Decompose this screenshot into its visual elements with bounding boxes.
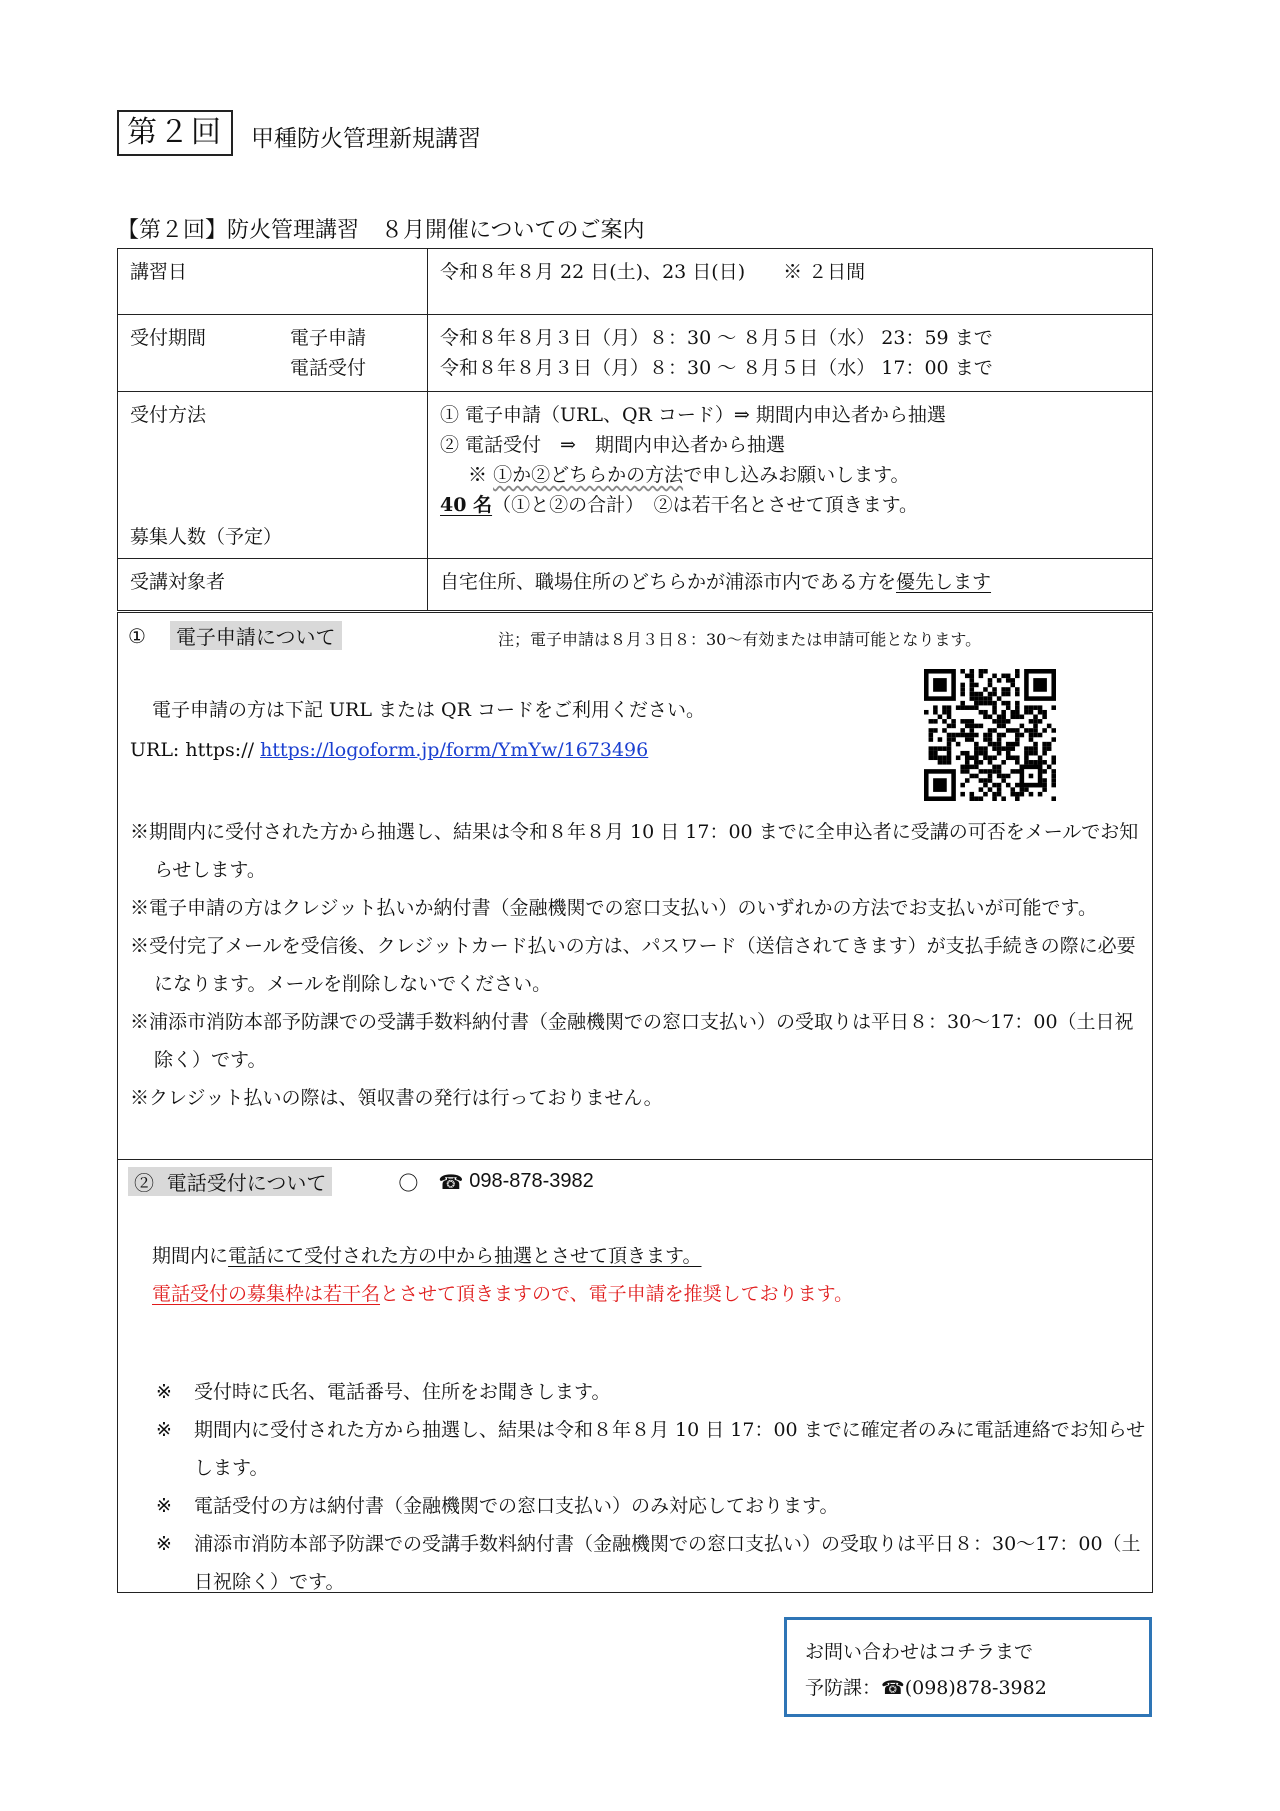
target-priority: 優先します: [896, 571, 992, 593]
electronic-notes: [130, 813, 1140, 1117]
phone-number: 098-878-3982: [469, 1170, 594, 1192]
capacity-value: 40 名（①と②の合計） ②は若干名とさせて頂きます。: [440, 494, 919, 516]
electronic-note-item: ※クレジット払いの際は、領収書の発行は行っておりません。: [130, 1087, 663, 1109]
electronic-section-header: [128, 621, 342, 650]
method-capacity-labels: [118, 392, 428, 559]
contact-box: [784, 1617, 1152, 1717]
phone-section-title-box: [128, 1167, 332, 1196]
electronic-note-item: ※受付完了メールを受信後、クレジットカード払いの方は、パスワード（送信されてきます）が支払手続きの際に必要になります。メールを削除しないでください。: [130, 935, 1136, 995]
electronic-note-item: ※浦添市消防本部予防課での受講手数料納付書（金融機関での窓口支払い）の受取りは平日８：30〜17：00（土日祝除く）です。: [130, 1011, 1134, 1071]
course-date-label: 講習日: [118, 249, 428, 315]
electronic-period: 令和８年８月３日（月）８：30 〜 ８月５日（水） 23：59 まで: [440, 327, 993, 349]
reception-period-label: 受付期間: [130, 327, 207, 349]
target-label: 受講対象者: [118, 559, 428, 611]
reception-period-cell: [118, 315, 428, 392]
capacity-number: 40 名: [440, 494, 493, 516]
method-label: 受付方法: [130, 404, 207, 426]
phone-line-1: 期間内に電話にて受付された方の中から抽選とさせて頂きます。: [152, 1245, 702, 1267]
phone-period: 令和８年８月３日（月）８：30 〜 ８月５日（水） 17：00 まで: [440, 357, 993, 379]
section-number-1: ①: [128, 623, 146, 648]
phone-section-header: [128, 1167, 594, 1196]
electronic-note: 注；電子申請は８月３日８：30〜有効または申請可能となります。: [498, 630, 982, 649]
target-value: 自宅住所、職場住所のどちらかが浦添市内である方を優先します: [428, 559, 1153, 611]
contact-line-1: お問い合わせはコチラまで: [805, 1641, 1034, 1663]
section-number-2: ②: [134, 1171, 154, 1195]
contact-phone: (098)878-3982: [904, 1677, 1047, 1699]
electronic-label: 電子申請: [290, 327, 367, 349]
electronic-section-title: 電子申請について: [170, 621, 342, 650]
reception-period-values: [428, 315, 1153, 392]
electronic-intro: 電子申請の方は下記 URL または QR コードをご利用ください。: [152, 699, 705, 721]
phone-icon: ☎: [438, 1169, 464, 1194]
info-table: [117, 248, 1153, 611]
course-date-value: 令和８年８月 22 日(土)、23 日(日) ※ ２日間: [428, 249, 1153, 315]
phone-line-2: 電話受付の募集枠は若干名とさせて頂きますので、電子申請を推奨しております。: [152, 1283, 854, 1305]
phone-note-item: ※ 期間内に受付された方から抽選し、結果は令和８年８月 10 日 17：00 までに確定者のみに電話連絡でお知らせします。: [156, 1419, 1146, 1479]
method-note-emphasis: ①か②どちらかの方法: [493, 464, 684, 486]
section-title: 【第２回】防火管理講習 ８月開催についてのご案内: [117, 218, 645, 243]
application-link[interactable]: https://logoform.jp/form/YmYw/1673496: [260, 739, 649, 761]
electronic-note-item: ※期間内に受付された方から抽選し、結果は令和８年８月 10 日 17：00 までに全申込者に受講の可否をメールでお知らせします。: [130, 821, 1139, 881]
phone-section-title: 電話受付について: [166, 1171, 327, 1195]
phone-label: 電話受付: [290, 357, 367, 379]
capacity-label: 募集人数（予定）: [130, 526, 283, 548]
contact-phone-icon: ☎: [881, 1677, 905, 1699]
electronic-url-line: URL: https:// https://logoform.jp/form/YmYw/1673496: [130, 739, 649, 761]
phone-notes: [156, 1373, 1146, 1601]
circle-mark: 〇: [398, 1171, 419, 1195]
method-values: [428, 392, 1153, 559]
course-title: 甲種防火管理新規講習: [251, 126, 481, 152]
method-2: ② 電話受付 ⇒ 期間内申込者から抽選: [440, 434, 785, 456]
method-note: ※ ①か②どちらかの方法で申し込みお願いします。: [468, 464, 910, 486]
contact-line-2: 予防課：☎(098)878-3982: [805, 1677, 1047, 1699]
method-1: ① 電子申請（URL、QR コード）⇒ 期間内申込者から抽選: [440, 404, 946, 426]
electronic-section: [117, 612, 1153, 1160]
phone-section: [117, 1159, 1153, 1593]
phone-note-item: ※ 電話受付の方は納付書（金融機関での窓口支払い）のみ対応しております。: [156, 1495, 839, 1517]
phone-note-item: ※ 浦添市消防本部予防課での受講手数料納付書（金融機関での窓口支払い）の受取りは平日８：30〜17：00（土日祝除く）です。: [156, 1533, 1141, 1593]
session-label: 第２回: [117, 110, 233, 156]
phone-note-item: ※ 受付時に氏名、電話番号、住所をお聞きします。: [156, 1381, 611, 1403]
qr-code-icon[interactable]: [924, 669, 1056, 801]
electronic-note-item: ※電子申請の方はクレジット払いか納付書（金融機関での窓口支払い）のいずれかの方法でお支払いが可能です。: [130, 897, 1098, 919]
